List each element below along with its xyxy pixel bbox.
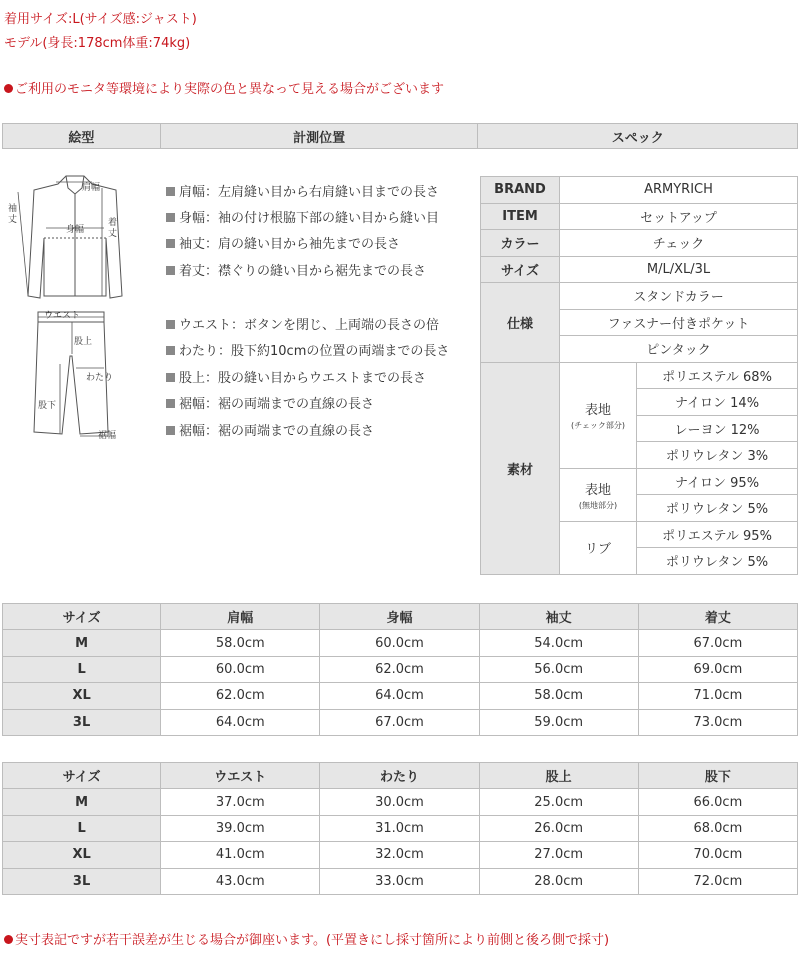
table-row: L 60.0cm 62.0cm 56.0cm 69.0cm	[3, 656, 798, 682]
pants-diagram	[20, 306, 130, 442]
square-bullet-icon	[166, 320, 175, 329]
spec-item-label: ITEM	[481, 203, 560, 230]
material-1-4: ポリウレタン 3%	[637, 442, 798, 469]
label-hem: 裾幅	[98, 431, 117, 441]
bottom-header: 股下	[638, 763, 797, 789]
bullet-icon	[4, 935, 13, 944]
square-bullet-icon	[166, 239, 175, 248]
color-notice	[4, 78, 444, 97]
material-2-2: ポリウレタン 5%	[637, 495, 798, 522]
label-thigh: わたり	[86, 373, 114, 383]
bottom-size-table	[2, 762, 798, 895]
spec-feature-1: スタンドカラー	[560, 283, 798, 310]
table-row: 3L 64.0cm 67.0cm 59.0cm 73.0cm	[3, 709, 798, 735]
footer-note-text: 実寸表記ですが若干誤差が生じる場合が御座います。(平置きにし採寸箇所により前側と後ろ側で採寸)	[15, 933, 610, 948]
square-bullet-icon	[166, 373, 175, 382]
material-3-1: ポリエステル 95%	[637, 521, 798, 548]
spec-color-value: チェック	[560, 230, 798, 257]
measure-line-3: 袖丈：肩の縫い目から袖先までの長さ	[166, 233, 400, 252]
material-3-2: ポリウレタン 5%	[637, 548, 798, 575]
table-row: XL 62.0cm 64.0cm 58.0cm 71.0cm	[3, 683, 798, 709]
header-spec: スペック	[478, 124, 798, 149]
square-bullet-icon	[166, 399, 175, 408]
bullet-icon	[4, 84, 13, 93]
square-bullet-icon	[166, 266, 175, 275]
label-rise: 股上	[74, 337, 93, 347]
square-bullet-icon	[166, 426, 175, 435]
measure-line-8: 裾幅：裾の両端までの直線の長さ	[166, 393, 374, 412]
material-part-1: 表地 (チェック部分)	[560, 362, 637, 468]
top-header: 身幅	[320, 604, 479, 630]
top-size-table	[2, 603, 798, 736]
spec-features-label: 仕様	[481, 283, 560, 363]
jacket-diagram	[6, 168, 156, 308]
header-measure: 計測位置	[160, 124, 478, 149]
material-1-3: レーヨン 12%	[637, 415, 798, 442]
material-part-3: リブ	[560, 521, 637, 574]
table-row: L 39.0cm 31.0cm 26.0cm 68.0cm	[3, 815, 798, 841]
measure-line-9: 裾幅：裾の両端までの直線の長さ	[166, 420, 374, 439]
spec-item-value: セットアップ	[560, 203, 798, 230]
jacket-outline-icon	[6, 168, 156, 308]
material-1-1: ポリエステル 68%	[637, 362, 798, 389]
top-header: 肩幅	[161, 604, 320, 630]
spec-size-value: M/L/XL/3L	[560, 256, 798, 283]
label-waist: ウエスト	[44, 311, 81, 321]
spec-table	[480, 176, 798, 575]
spec-brand-label: BRAND	[481, 177, 560, 204]
color-notice-text: ご利用のモニタ等環境により実際の色と異なって見える場合がございます	[15, 82, 445, 97]
table-row: XL 41.0cm 32.0cm 27.0cm 70.0cm	[3, 842, 798, 868]
measure-line-5: ウエスト：ボタンを閉じ、上両端の長さの倍	[166, 314, 439, 333]
measure-line-1: 肩幅：左肩縫い目から右肩縫い目までの長さ	[166, 181, 439, 200]
bottom-header: ウエスト	[161, 763, 320, 789]
measure-line-4: 着丈：襟ぐりの縫い目から裾先までの長さ	[166, 260, 426, 279]
label-length: 着丈	[108, 218, 118, 239]
table-row: M 37.0cm 30.0cm 25.0cm 66.0cm	[3, 789, 798, 815]
label-shoulder: 肩幅	[82, 183, 101, 193]
square-bullet-icon	[166, 187, 175, 196]
top-header: 袖丈	[479, 604, 638, 630]
measure-line-7: 股上：股の縫い目からウエストまでの長さ	[166, 367, 426, 386]
bottom-header: わたり	[320, 763, 479, 789]
model-size-text: 着用サイズ:L(サイズ感:ジャスト)	[4, 12, 197, 27]
pants-outline-icon	[20, 306, 130, 442]
material-2-1: ナイロン 95%	[637, 468, 798, 495]
header-diagram: 絵型	[3, 124, 161, 149]
label-inseam: 股下	[38, 401, 57, 411]
material-1-2: ナイロン 14%	[637, 389, 798, 416]
footer-note	[4, 929, 609, 948]
table-row: 3L 43.0cm 33.0cm 28.0cm 72.0cm	[3, 868, 798, 894]
spec-material-label: 素材	[481, 362, 560, 574]
spec-color-label: カラー	[481, 230, 560, 257]
top-header: サイズ	[3, 604, 161, 630]
label-body-width: 身幅	[66, 225, 85, 235]
material-part-2: 表地 (無地部分)	[560, 468, 637, 521]
model-info-text: モデル(身長:178cm体重:74kg)	[4, 36, 191, 51]
spec-brand-value: ARMYRICH	[560, 177, 798, 204]
spec-feature-2: ファスナー付きポケット	[560, 309, 798, 336]
square-bullet-icon	[166, 213, 175, 222]
label-sleeve: 袖丈	[8, 204, 18, 225]
top-header: 着丈	[638, 604, 797, 630]
square-bullet-icon	[166, 346, 175, 355]
bottom-header: 股上	[479, 763, 638, 789]
spec-feature-3: ピンタック	[560, 336, 798, 363]
measure-line-6: わたり：股下約10cmの位置の両端までの長さ	[166, 340, 449, 359]
table-row: M 58.0cm 60.0cm 54.0cm 67.0cm	[3, 630, 798, 656]
measure-line-2: 身幅：袖の付け根脇下部の縫い目から縫い目	[166, 207, 439, 226]
section-header-table	[2, 123, 798, 149]
bottom-header: サイズ	[3, 763, 161, 789]
spec-size-label: サイズ	[481, 256, 560, 283]
